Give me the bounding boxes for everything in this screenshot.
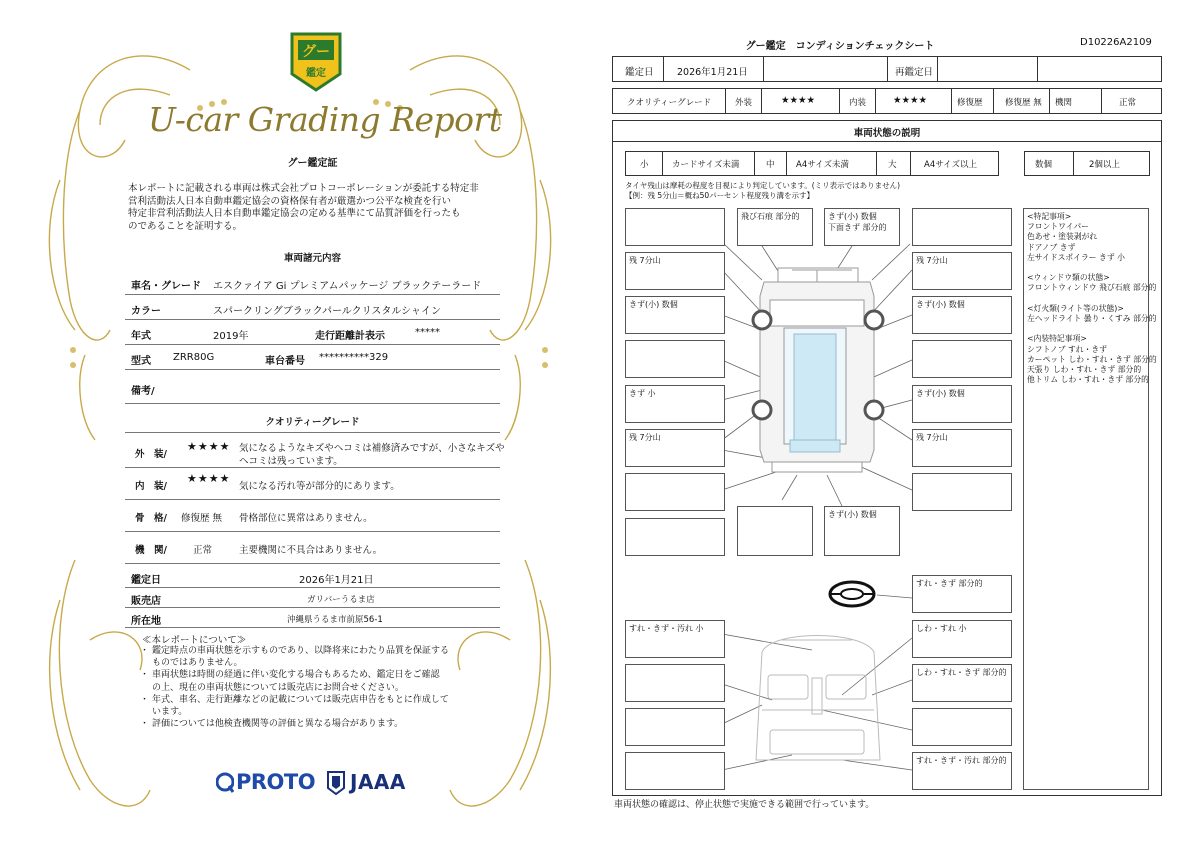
interior-value: ★★★★ <box>893 95 928 106</box>
special-note-line <box>1027 263 1145 273</box>
special-note-line <box>1027 294 1145 304</box>
grade-desc: 気になる汚れ等が部分的にあります。 <box>239 481 400 492</box>
legend-large: 大 <box>888 160 897 170</box>
spec-label: 年式 <box>131 331 151 342</box>
grade-value: 修復歴 無 <box>181 513 223 524</box>
special-notes-title: <特記事項> <box>1027 212 1072 221</box>
date-row <box>612 56 1162 82</box>
spec-row-remarks <box>125 372 500 404</box>
damage-label: しわ・すれ 小 <box>916 624 967 633</box>
grade-value: ★★★★ <box>187 472 231 485</box>
grade-desc: 骨格部位に異常はありません。 <box>239 513 373 524</box>
spec-label: 車名・グレード <box>131 281 201 292</box>
engine-value: 正常 <box>1119 98 1137 108</box>
tire-tread-label: 残 7分山 <box>916 433 948 442</box>
quality-label: クオリティーグレード <box>627 98 712 108</box>
label-box <box>625 473 725 511</box>
damage-label: きず(小) 数個 <box>828 212 877 221</box>
special-note-line: カーペット しわ・すれ・きず 部分的 <box>1027 354 1157 364</box>
special-note-line: 色あせ・塗装剥がれ <box>1027 232 1098 242</box>
spec-label: 備考/ <box>131 386 155 397</box>
goo-appraisal-badge-icon <box>288 30 344 94</box>
special-note-line: フロントウィンドウ 飛び石痕 部分的 <box>1027 283 1157 293</box>
note-item: ・ 車両状態は時間の経過に伴い変化する場合もあるため、鑑定日をご確認 の上、現在の車両状態については販売店にお問合せください。 <box>142 669 490 693</box>
label-box <box>912 429 1012 467</box>
tire-tread-label: 残 7分山 <box>916 256 948 265</box>
tire-note-example: 【例：残 5分山＝概ね50パーセント程度残り溝を示す】 <box>625 191 815 200</box>
intro-line: 特定非営利活動法人日本自動車鑑定協会の定める基準にて品質評価を行ったも <box>128 208 461 219</box>
tire-note: タイヤ残山は摩耗の程度を目視により判定しています。(ミリ表示ではありません) <box>625 181 901 190</box>
label-box <box>912 708 1012 746</box>
footer-row-address <box>125 608 500 628</box>
grade-desc: ヘコミは残っています。 <box>239 456 343 467</box>
legend-count: 数個 <box>1035 160 1053 170</box>
intro-line: 本レポートに記載される車両は株式会社プロトコーポレーションが委託する特定非 <box>128 183 479 194</box>
report-script-title: U-car Grading Report <box>148 100 502 139</box>
label-box <box>625 752 725 790</box>
intro-line: のであることを証明する。 <box>128 220 243 232</box>
footer-label: 販売店 <box>131 596 161 607</box>
document-id: D10226A2109 <box>1080 37 1152 48</box>
label-box <box>625 340 725 378</box>
footer-value: ガリバーうるま店 <box>307 595 375 605</box>
size-legend <box>625 151 999 176</box>
footer-value: 2026年1月21日 <box>299 575 374 586</box>
notes-title: ≪本レポートについて≫ <box>142 635 247 646</box>
damage-label: きず(小) 数個 <box>916 389 965 398</box>
condition-title-bar <box>612 120 1162 142</box>
notes-list <box>142 645 490 730</box>
damage-label: 飛び石痕 部分的 <box>741 212 800 221</box>
label-box <box>625 664 725 702</box>
sheet-footer-note: 車両状態の確認は、停止状態で実施できる範囲で行っています。 <box>614 800 875 810</box>
label-box <box>625 208 725 246</box>
label-box <box>912 575 1012 613</box>
grade-value: 正常 <box>193 545 213 556</box>
label-box <box>625 296 725 334</box>
label-box <box>625 708 725 746</box>
footer-row-date <box>125 566 500 588</box>
repair-label: 修復歴 <box>957 98 983 108</box>
svg-text:鑑定: 鑑定 <box>306 68 326 79</box>
legend-medium-desc: A4サイズ未満 <box>796 160 850 170</box>
grade-row-interior <box>125 468 500 500</box>
count-legend <box>1024 151 1150 176</box>
spec-value: ***** <box>415 327 440 338</box>
grade-desc: 主要機関に不具合はありません。 <box>239 545 383 556</box>
damage-label: きず 小 <box>629 389 656 398</box>
special-note-line: フロントワイパー <box>1027 222 1089 232</box>
condition-title: 車両状態の説明 <box>853 128 921 139</box>
spec-value: エスクァイア Gi プレミアムパッケージ ブラックテーラード <box>213 281 482 292</box>
special-note-line: 天張り しわ・すれ・きず 部分的 <box>1027 365 1142 375</box>
steering-wheel <box>830 582 874 606</box>
special-note-line: <ウィンドウ類の状態> <box>1027 273 1110 283</box>
jaaa-logo: JAAA <box>350 770 406 794</box>
special-note-line: 左サイドスポイラー きず 小 <box>1027 252 1125 262</box>
damage-label: すれ・きず・汚れ 小 <box>629 624 704 633</box>
label-box <box>912 252 1012 290</box>
exterior-value: ★★★★ <box>781 95 816 106</box>
engine-label: 機関 <box>1055 98 1073 108</box>
damage-label: すれ・きず 部分的 <box>916 579 983 588</box>
grade-row-frame <box>125 500 500 532</box>
label-box <box>912 340 1012 378</box>
spec-section-title: 車両諸元内容 <box>283 253 341 264</box>
spec-label: 車台番号 <box>265 356 305 367</box>
label-box <box>912 296 1012 334</box>
note-item: ・ 評価については他検査機関等の評価と異なる場合があります。 <box>142 718 490 730</box>
certificate-heading: グー鑑定証 <box>287 158 338 169</box>
spec-row-color <box>125 295 500 320</box>
spec-value: 2019年 <box>213 331 249 342</box>
spec-value: **********329 <box>319 352 389 363</box>
label-box <box>625 518 725 556</box>
special-note-line: <内装特記事項> <box>1027 334 1087 344</box>
legend-count-desc: 2個以上 <box>1089 160 1120 170</box>
special-note-line: <灯火類(ライト等の状態)> <box>1027 303 1124 313</box>
label-box <box>824 506 900 556</box>
interior-label: 内装 <box>849 98 867 108</box>
date-value: 2026年1月21日 <box>677 67 748 78</box>
damage-label: 下面きず 部分的 <box>828 223 887 232</box>
damage-label: きず(小) 数個 <box>916 300 965 309</box>
spec-label: 走行距離計表示 <box>315 331 385 342</box>
proto-logo: PROTO <box>236 770 316 794</box>
grade-label: 内 装/ <box>135 481 167 492</box>
label-box <box>824 208 900 246</box>
spec-label: カラー <box>131 306 161 317</box>
spec-label: 型式 <box>131 356 151 367</box>
label-box <box>737 208 813 246</box>
label-box <box>625 429 725 467</box>
grade-label: 骨 格/ <box>135 513 167 524</box>
quality-row <box>612 88 1162 114</box>
legend-large-desc: A4サイズ以上 <box>924 160 978 170</box>
special-notes-panel <box>1023 208 1157 790</box>
spec-row-name <box>125 270 500 295</box>
label-box <box>737 506 813 556</box>
spec-row-model <box>125 345 500 370</box>
damage-label: しわ・すれ・きず 部分的 <box>916 668 1007 677</box>
special-note-line <box>1027 324 1145 334</box>
special-note-line: シフトノブ すれ・きず <box>1027 344 1107 354</box>
date-label: 鑑定日 <box>625 67 654 78</box>
grade-label: 機 関/ <box>135 545 167 556</box>
repair-value: 修復歴 無 <box>1005 98 1042 108</box>
spec-value: スパークリングブラックパールクリスタルシャイン <box>213 306 441 317</box>
label-box <box>625 385 725 423</box>
damage-label: きず(小) 数個 <box>828 510 877 519</box>
grade-row-exterior <box>125 432 505 468</box>
special-note-line: ドアノブ きず <box>1027 242 1076 252</box>
special-note-line: 他トリム しわ・すれ・きず 部分的 <box>1027 375 1149 385</box>
spec-row-year <box>125 320 500 345</box>
label-box <box>912 473 1012 511</box>
intro-line: 営利活動法人日本自動車鑑定協会の資格保有者が厳選かつ公平な検査を行い <box>128 195 452 207</box>
grade-section-title: クオリティーグレード <box>265 417 360 428</box>
label-box <box>912 664 1012 702</box>
spec-value: ZRR80G <box>173 352 215 363</box>
legend-medium: 中 <box>766 160 775 170</box>
legend-small-desc: カードサイズ未満 <box>672 160 740 170</box>
exterior-label: 外装 <box>735 98 753 108</box>
grade-row-engine <box>125 532 500 564</box>
proto-logo-icon <box>216 772 234 794</box>
grade-desc: 気になるようなキズやヘコミは補修済みですが、小さなキズや <box>239 443 505 454</box>
label-box <box>625 620 725 658</box>
tire-tread-label: 残 7分山 <box>629 256 661 265</box>
label-box <box>912 620 1012 658</box>
label-box <box>625 252 725 290</box>
label-box <box>912 752 1012 790</box>
grade-value: ★★★★ <box>187 440 231 453</box>
grade-label: 外 装/ <box>135 449 167 460</box>
label-box <box>912 385 1012 423</box>
certificate-intro <box>128 183 498 233</box>
svg-text:グー: グー <box>302 44 330 60</box>
damage-label: すれ・きず・汚れ 部分的 <box>916 756 1007 765</box>
footer-value: 沖縄県うるま市前原56-1 <box>287 615 383 625</box>
legend-small: 小 <box>640 160 649 170</box>
note-item: ・ 年式、車名、走行距離などの記載については販売店申告をもとに作成して います。 <box>142 694 490 718</box>
footer-label: 鑑定日 <box>131 575 161 586</box>
label-box <box>912 208 1012 246</box>
footer-label: 所在地 <box>131 616 161 627</box>
jaaa-logo-icon <box>326 770 346 796</box>
sheet-title: グー鑑定 コンディションチェックシート <box>745 41 935 52</box>
footer-row-shop <box>125 588 500 608</box>
special-note-line: 左ヘッドライト 曇り・くすみ 部分的 <box>1027 314 1157 324</box>
reappraisal-label: 再鑑定日 <box>895 67 934 78</box>
tire-tread-label: 残 7分山 <box>629 433 661 442</box>
note-item: ・ 鑑定時点の車両状態を示すものであり、以降将来にわたり品質を保証する ものではありません。 <box>142 645 490 669</box>
damage-label: きず(小) 数個 <box>629 300 678 309</box>
